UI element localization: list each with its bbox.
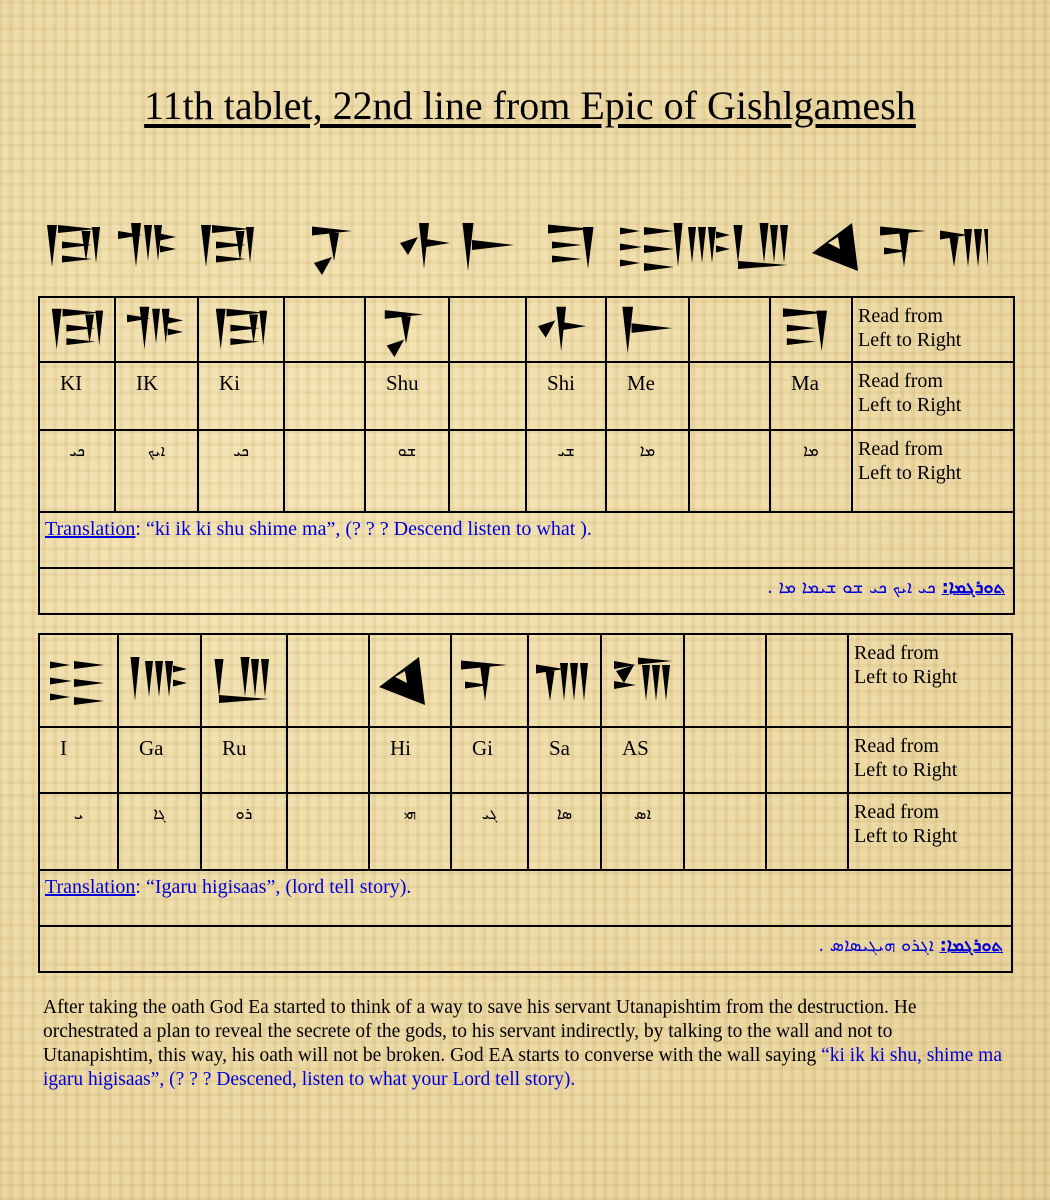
translation-cell [39, 870, 1012, 926]
glyph-cell-sa [528, 634, 601, 727]
read-direction-line-2: Left to Right [858, 462, 962, 484]
syriac-cell [449, 430, 526, 512]
glyph-cell-gi [451, 634, 528, 727]
syriac-translation-row [39, 926, 1012, 972]
read-direction-cell [848, 727, 1012, 793]
translation-text: : “Igaru higisaas”, (lord tell story). [135, 876, 412, 898]
glyph-cell-empty [689, 297, 770, 362]
banner-glyph-ru-icon [734, 223, 789, 269]
read-direction-cell [848, 793, 1012, 870]
syriac-cell: ܐܝܟ [115, 430, 198, 512]
syllable-cell: Shi [526, 362, 606, 430]
glyph-cell-me [606, 297, 689, 362]
paragraph-quote: “ki ik ki shu, shime ma igaru higisaas”, (? ? ? Descened, listen to what your Lord tell story). [43, 1045, 1002, 1090]
glyph-row [39, 297, 1014, 362]
syriac-translation-cell [39, 926, 1012, 972]
syriac-cell [287, 793, 369, 870]
syllable-cell [287, 727, 369, 793]
syllable-cell: Hi [369, 727, 451, 793]
syllable-row [39, 362, 1014, 430]
transliteration-table-two [38, 633, 1013, 973]
syriac-row [39, 793, 1012, 870]
syllable-cell: Ga [118, 727, 201, 793]
explanation-paragraph [43, 996, 1003, 1092]
cuneiform-hi-icon [375, 651, 445, 711]
syriac-cell: ܓܝ [451, 793, 528, 870]
glyph-cell-empty [684, 634, 766, 727]
syllable-cell: I [39, 727, 118, 793]
translation-text: : “ki ik ki shu shime ma”, (? ? ? Descend listen to what ). [135, 518, 592, 540]
read-direction-line-2: Left to Right [854, 666, 958, 688]
translation-row [39, 870, 1012, 926]
read-direction-line-2: Left to Right [858, 394, 962, 416]
syriac-cell [284, 430, 365, 512]
banner-glyph-ki-icon [201, 225, 254, 267]
cuneiform-ki-icon [206, 301, 276, 359]
read-direction-line-2: Left to Right [858, 329, 962, 351]
read-direction-line-1: Read from [854, 801, 939, 823]
read-direction-cell [848, 634, 1012, 727]
syllable-cell: Ma [770, 362, 852, 430]
syllable-cell [684, 727, 766, 793]
glyph-cell-i [39, 634, 118, 727]
translation-label: Translation [45, 876, 136, 898]
banner-glyph-gi-icon [880, 227, 926, 268]
syllable-cell: Gi [451, 727, 528, 793]
cuneiform-shu-icon [372, 301, 442, 359]
cuneiform-ru-icon [209, 651, 279, 711]
syllable-cell [449, 362, 526, 430]
syriac-cell: ܫܝ [526, 430, 606, 512]
syriac-cell [684, 793, 766, 870]
syriac-cell: ܪܘ [201, 793, 287, 870]
read-direction-line-1: Read from [858, 438, 943, 460]
glyph-cell-hi [369, 634, 451, 727]
syllable-cell: Ru [201, 727, 287, 793]
banner-glyph-ma-icon [548, 225, 594, 270]
syriac-translation-text: ܐܓܪܘ ܗܝܓܝܣܐܣ . [818, 935, 934, 956]
read-direction-cell [852, 362, 1014, 430]
banner-glyph-ik-icon [118, 223, 176, 267]
glyph-cell-ki [39, 297, 115, 362]
translation-row [39, 512, 1014, 568]
translation-label: Translation [45, 518, 136, 540]
banner-glyph-me-icon [463, 223, 515, 271]
cuneiform-gi-icon [455, 651, 525, 711]
cuneiform-as-icon [608, 651, 678, 711]
syriac-cell [766, 793, 848, 870]
read-direction-line-1: Read from [854, 642, 939, 664]
banner-glyph-shi-icon [400, 223, 450, 269]
translation-cell [39, 512, 1014, 568]
syriac-translation-cell [39, 568, 1014, 614]
syriac-cell: ܡܐ [606, 430, 689, 512]
syllable-cell: AS [601, 727, 684, 793]
cuneiform-me-icon [613, 301, 683, 359]
syllable-cell [689, 362, 770, 430]
read-direction-line-1: Read from [858, 305, 943, 327]
glyph-cell-ki-2 [198, 297, 284, 362]
glyph-cell-ru [201, 634, 287, 727]
syriac-cell: ܟܝ [39, 430, 115, 512]
glyph-cell-as [601, 634, 684, 727]
cuneiform-line-banner [38, 212, 988, 282]
syriac-cell: ܫܘ [365, 430, 449, 512]
syriac-row [39, 430, 1014, 512]
cuneiform-ma-icon [776, 301, 846, 359]
syllable-cell: Sa [528, 727, 601, 793]
cuneiform-sa-icon [530, 651, 600, 711]
syllable-cell: IK [115, 362, 198, 430]
syriac-translation-row [39, 568, 1014, 614]
syriac-cell: ܣܐ [528, 793, 601, 870]
banner-glyph-ga-icon [674, 223, 731, 267]
glyph-cell-empty [766, 634, 848, 727]
banner-glyph-sa-icon [940, 229, 988, 267]
banner-glyph-ki-icon [47, 225, 100, 267]
cuneiform-i-icon [44, 651, 114, 711]
syllable-row [39, 727, 1012, 793]
syriac-translation-label: ܬܘܪܓܡܐ: [939, 935, 1003, 956]
glyph-cell-shu [365, 297, 449, 362]
page-title: 11th tablet, 22nd line from Epic of Gishlgamesh [144, 83, 916, 128]
banner-glyph-i-icon [620, 227, 674, 271]
syriac-cell: ܝ [39, 793, 118, 870]
glyph-cell-ma [770, 297, 852, 362]
cuneiform-ik-icon [122, 301, 192, 359]
syllable-cell [766, 727, 848, 793]
glyph-cell-shi [526, 297, 606, 362]
syllable-cell: Shu [365, 362, 449, 430]
glyph-cell-ik [115, 297, 198, 362]
syriac-cell [689, 430, 770, 512]
cuneiform-ga-icon [125, 651, 195, 711]
syllable-cell [284, 362, 365, 430]
glyph-cell-empty [449, 297, 526, 362]
syllable-cell: KI [39, 362, 115, 430]
read-direction-line-1: Read from [854, 735, 939, 757]
read-direction-line-2: Left to Right [854, 825, 958, 847]
syriac-translation-label: ܬܘܪܓܡܐ: [941, 577, 1005, 598]
syriac-translation-text: ܟܝ ܐܝܟ ܟܝ ܫܘ ܫܝܡܐ ܡܐ . [767, 577, 936, 598]
transliteration-table-one [38, 296, 1015, 615]
syriac-cell: ܗܝ [369, 793, 451, 870]
glyph-cell-empty [284, 297, 365, 362]
syriac-cell: ܟܝ [198, 430, 284, 512]
banner-glyph-hi-icon [812, 223, 858, 271]
cuneiform-ki-icon [42, 301, 112, 359]
glyph-row [39, 634, 1012, 727]
syllable-cell: Me [606, 362, 689, 430]
syriac-cell: ܐܣ [601, 793, 684, 870]
paragraph-text: After taking the oath God Ea started to think of a way to save his servant Utanapishtim from the destruction. He orchestrated a plan to reveal the secrete of the gods, to his servant indirectly, by talking to the wall and not to Utanapishtim, this way, his oath will not be broken. God EA starts to converse with the wall saying [43, 997, 917, 1066]
syriac-cell: ܓܐ [118, 793, 201, 870]
cuneiform-shi-icon [531, 301, 601, 359]
glyph-cell-empty [287, 634, 369, 727]
syllable-cell: Ki [198, 362, 284, 430]
read-direction-cell [852, 297, 1014, 362]
banner-glyph-shu-icon [312, 227, 352, 276]
read-direction-line-1: Read from [858, 370, 943, 392]
syriac-cell: ܡܐ [770, 430, 852, 512]
read-direction-line-2: Left to Right [854, 759, 958, 781]
read-direction-cell [852, 430, 1014, 512]
glyph-cell-ga [118, 634, 201, 727]
